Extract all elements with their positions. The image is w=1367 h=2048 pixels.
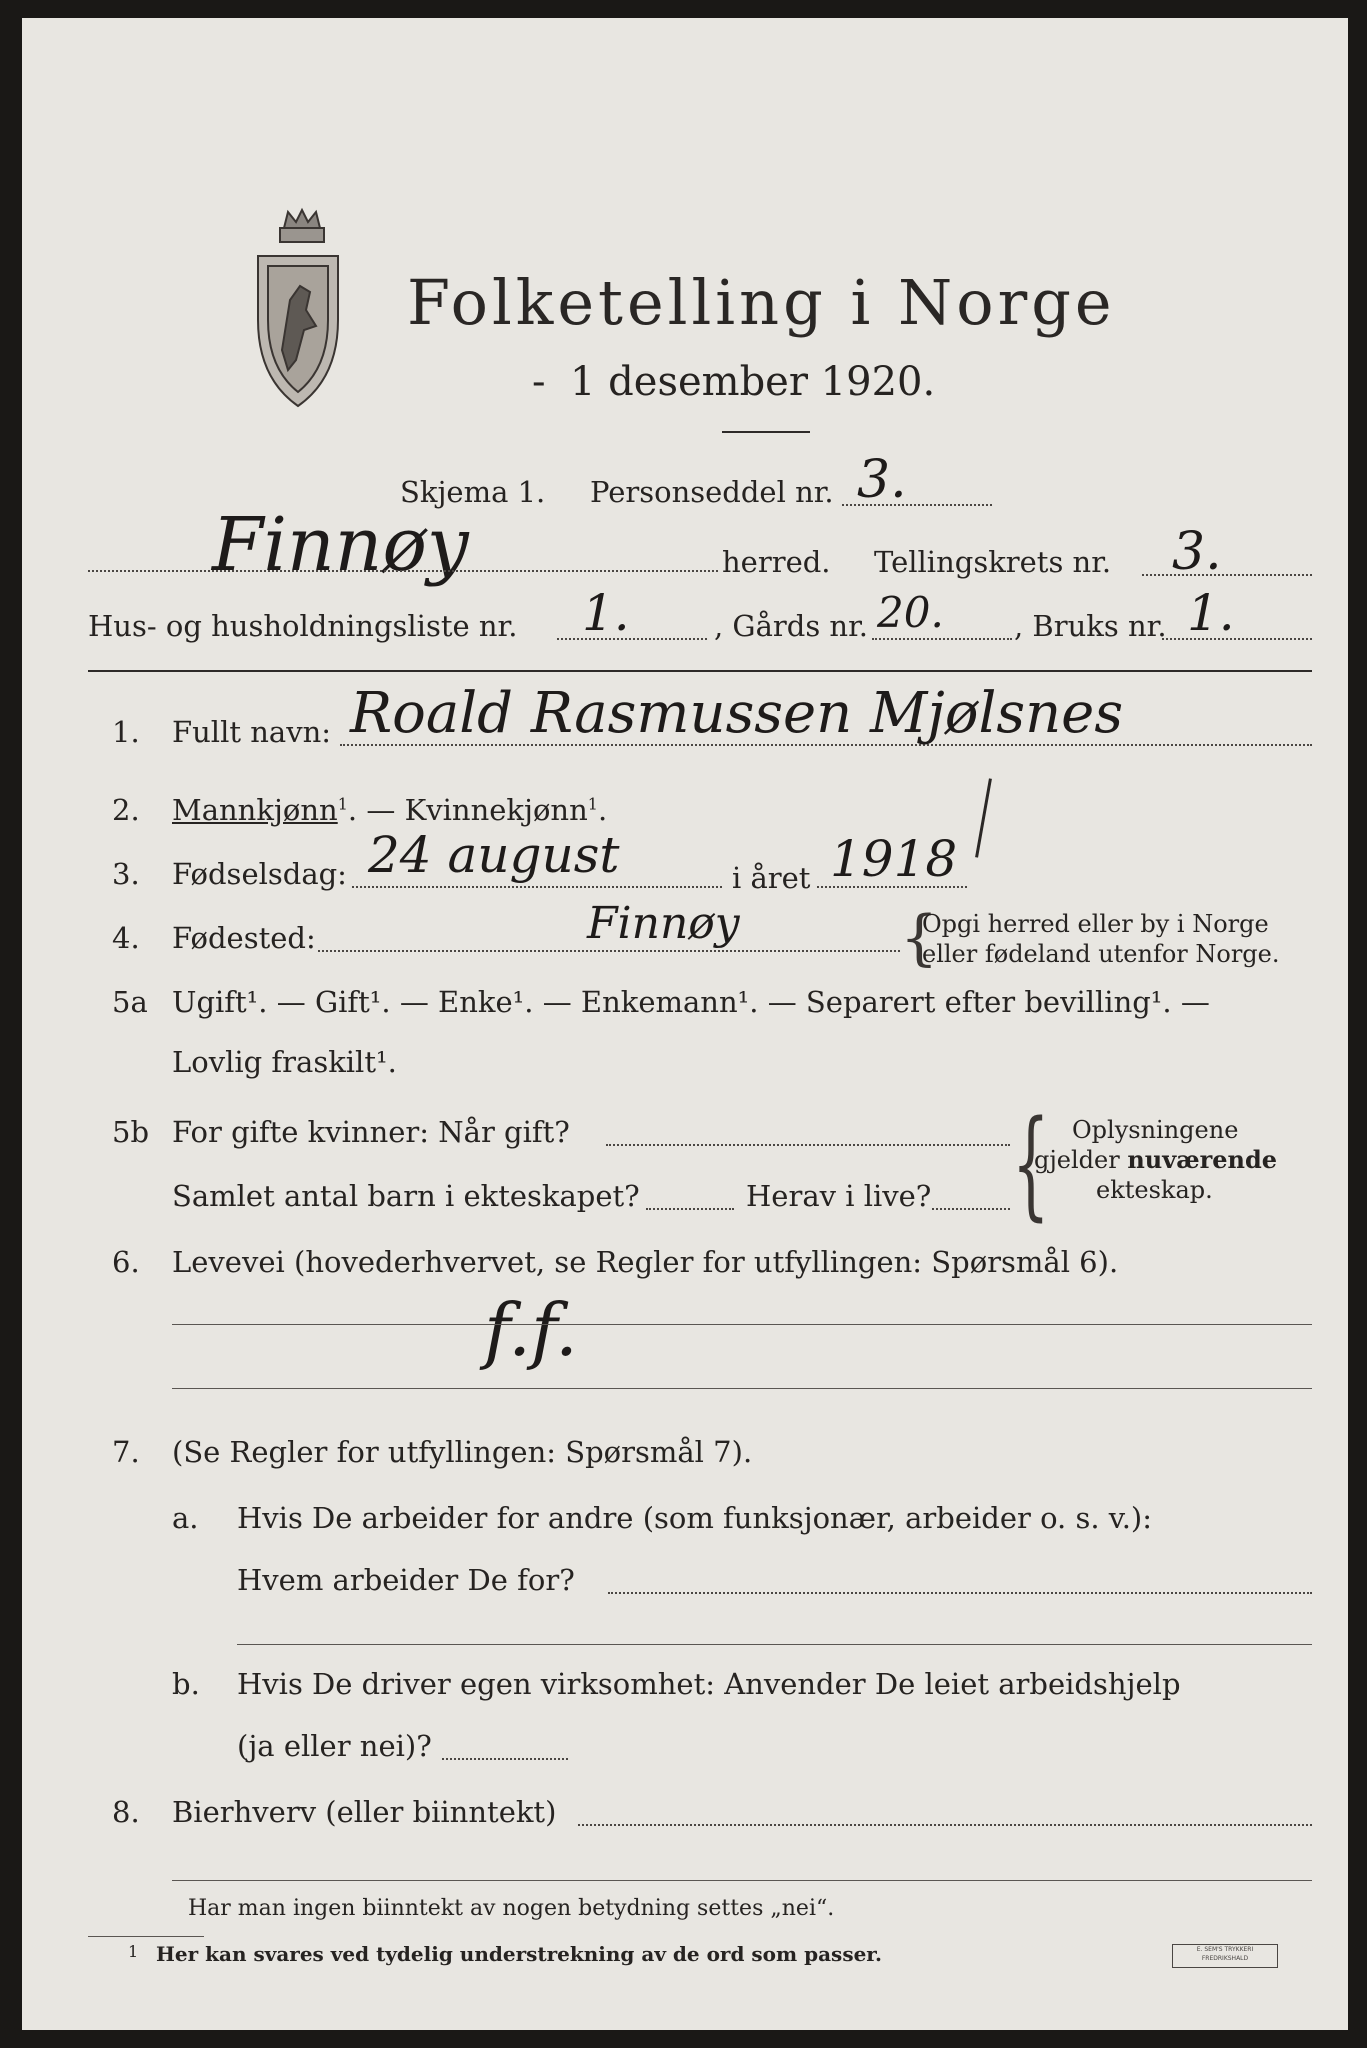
- married-when-label: For gifte kvinner: Når gift?: [172, 1115, 570, 1149]
- q4-number: 4.: [112, 921, 140, 955]
- q6-label: Levevei (hovederhvervet, se Regler for utfyllingen: Spørsmål 6).: [172, 1245, 1119, 1279]
- female-option[interactable]: Kvinnekjønn: [404, 793, 588, 827]
- year-label: i året: [732, 861, 811, 895]
- birth-year-value[interactable]: 1918: [830, 830, 958, 888]
- marital-options[interactable]: Ugift¹. — Gift¹. — Enke¹. — Enkemann¹. — Separert efter bevilling¹. —: [172, 985, 1210, 1019]
- married-when-line: [606, 1144, 1010, 1146]
- q5b-number: 5b: [112, 1115, 150, 1149]
- census-form-sheet: [22, 18, 1348, 2030]
- herred-value[interactable]: Finnøy: [212, 502, 469, 588]
- gards-label: , Gårds nr.: [714, 609, 868, 643]
- hus-value[interactable]: 1.: [582, 584, 630, 642]
- q2-number: 2.: [112, 793, 140, 827]
- no-income-note: Har man ingen biinntekt av nogen betydning settes „nei“.: [188, 1896, 835, 1921]
- gards-value[interactable]: 20.: [877, 588, 944, 637]
- handwritten-stroke: [975, 778, 992, 857]
- date-dash: -: [532, 359, 546, 405]
- skjema-label: Skjema 1.: [400, 475, 546, 509]
- q4-note-2: eller fødeland utenfor Norge.: [922, 940, 1280, 968]
- q1-number: 1.: [112, 715, 140, 749]
- hired-help-line: [442, 1758, 568, 1760]
- full-name-value[interactable]: Roald Rasmussen Mjølsnes: [350, 681, 1124, 746]
- q5b-note-2: gjelder nuværende: [1034, 1145, 1278, 1174]
- q6-line-1: [172, 1324, 1312, 1325]
- alive-line: [932, 1208, 1010, 1210]
- q4-note-1: Opgi herred eller by i Norge: [922, 910, 1269, 938]
- q7b-letter: b.: [172, 1667, 200, 1701]
- tellingskrets-value[interactable]: 3.: [1172, 522, 1222, 582]
- birthplace-value[interactable]: Finnøy: [587, 898, 740, 949]
- title-rule: [722, 431, 810, 433]
- q3-number: 3.: [112, 857, 140, 891]
- q7-label: (Se Regler for utfyllingen: Spørsmål 7).: [172, 1435, 753, 1469]
- q5b-note-3: ekteskap.: [1096, 1176, 1213, 1204]
- side-income-line: [578, 1824, 1312, 1826]
- footnote-number: 1: [128, 1942, 139, 1961]
- bruks-label: , Bruks nr.: [1014, 609, 1167, 643]
- tellingskrets-line: [1142, 574, 1312, 576]
- side-income-line-2: [172, 1880, 1312, 1881]
- q7a-letter: a.: [172, 1501, 199, 1535]
- gards-line: [872, 638, 1012, 640]
- coat-of-arms-icon: [244, 200, 352, 414]
- alive-label: Herav i live?: [746, 1179, 932, 1213]
- q7b-line-1: Hvis De driver egen virksomhet: Anvender De leiet arbeidshjelp: [237, 1667, 1181, 1701]
- q8-label: Bierhverv (eller biinntekt): [172, 1795, 557, 1829]
- q6-line-2: [172, 1388, 1312, 1389]
- herred-line: [88, 570, 718, 572]
- q8-number: 8.: [112, 1795, 140, 1829]
- personseddel-value[interactable]: 3.: [857, 450, 907, 510]
- footnote-text: Her kan svares ved tydelig understrekning av de ord som passer.: [156, 1942, 882, 1966]
- q4-label: Fødested:: [172, 921, 316, 955]
- bruks-value[interactable]: 1.: [1187, 584, 1235, 642]
- q3-label: Fødselsdag:: [172, 857, 347, 891]
- hus-label: Hus- og husholdningsliste nr.: [88, 609, 518, 643]
- herred-label: herred.: [722, 545, 831, 579]
- q4-brace: {: [900, 903, 939, 973]
- section-divider: [88, 670, 1312, 672]
- q4-line: [318, 950, 900, 952]
- personseddel-label: Personseddel nr.: [590, 475, 834, 509]
- children-line: [646, 1208, 734, 1210]
- q1-label: Fullt navn:: [172, 715, 332, 749]
- children-label: Samlet antal barn i ekteskapet?: [172, 1179, 640, 1213]
- printer-stamp: E. SEM'S TRYKKERI FREDRIKSHALD: [1172, 1944, 1278, 1968]
- form-title: Folketelling i Norge: [407, 266, 1116, 339]
- q7b-line-2: (ja eller nei)?: [237, 1729, 432, 1763]
- employer-line: [608, 1592, 1312, 1594]
- bruks-line: [1162, 638, 1312, 640]
- sex-options: Mannkjønn$^1$. — Kvinnekjønn$^1$.: [172, 793, 608, 827]
- q7-number: 7.: [112, 1435, 140, 1469]
- footnote-rule: [88, 1936, 204, 1937]
- q7a-line-1: Hvis De arbeider for andre (som funksjonær, arbeider o. s. v.):: [237, 1501, 1153, 1535]
- q3-day-line: [352, 886, 722, 888]
- hus-line: [557, 638, 707, 640]
- q7a-line-2: Hvem arbeider De for?: [237, 1563, 575, 1597]
- q5b-brace: {: [1012, 1094, 1050, 1232]
- male-option[interactable]: Mannkjønn: [172, 793, 338, 827]
- q6-number: 6.: [112, 1245, 140, 1279]
- q5a-number: 5a: [112, 985, 148, 1019]
- employer-line-2: [237, 1644, 1312, 1645]
- occupation-value[interactable]: f.f.: [484, 1288, 578, 1372]
- marital-options-2[interactable]: Lovlig fraskilt¹.: [172, 1045, 397, 1079]
- tellingskrets-label: Tellingskrets nr.: [874, 545, 1112, 579]
- birth-date-value[interactable]: 24 august: [368, 826, 620, 884]
- census-date: 1 desember 1920.: [570, 359, 936, 405]
- q5b-note-1: Oplysningene: [1072, 1116, 1239, 1144]
